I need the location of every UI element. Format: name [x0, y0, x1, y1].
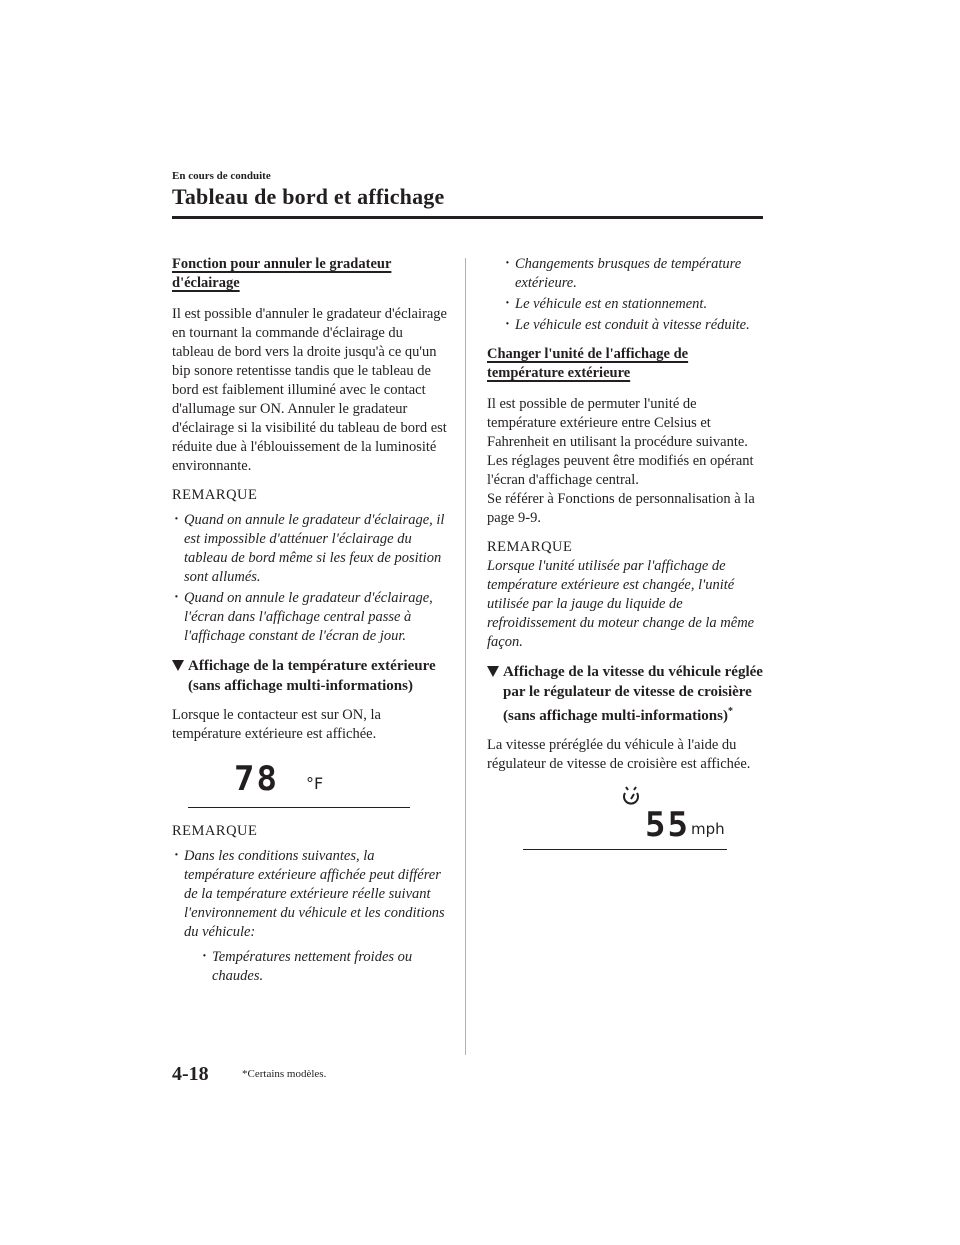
left-column — [172, 255, 448, 996]
note-sub-item: · Le véhicule est conduit à vitesse réduite. — [503, 316, 765, 335]
note-label: REMARQUE — [487, 539, 573, 555]
header-rule — [172, 216, 763, 219]
display-baseline — [188, 807, 410, 808]
note-label: REMARQUE — [172, 487, 258, 503]
note-item: · Quand on annule le gradateur d'éclairage, il est impossible d'atténuer l'éclairage du tableau de bord même si les feux de position sont allumés. — [172, 511, 448, 587]
right-column — [487, 255, 765, 864]
note-sub-list — [200, 948, 448, 986]
note-sub-item: · Changements brusques de température extérieure. — [503, 255, 765, 293]
temp-unit-heading: Changer l'unité de l'affichage de température extérieure — [487, 346, 689, 381]
note-text: Lorsque l'unité utilisée par l'affichage de température extérieure est changée, l'unité utilisée par la jauge du liquide de refroidissement du moteur change de la même façon. — [487, 558, 755, 650]
temp-unit-paragraph: Les réglages peuvent être modifiés en opérant l'écran d'affichage central. — [487, 453, 754, 488]
cruise-speed-heading: Affichage de la vitesse du véhicule réglée par le régulateur de vitesse de croisière (sans affichage multi-informations)* — [487, 662, 765, 726]
temp-unit-paragraph: Il est possible de permuter l'unité de température extérieure entre Celsius et Fahrenheit en utilisant la procédure suivante. — [487, 396, 748, 450]
note-sub-list — [503, 255, 765, 335]
triangle-marker-icon — [487, 666, 499, 677]
speed-unit: mph — [691, 820, 725, 838]
temperature-unit: °F — [306, 774, 324, 793]
note-item: · Quand on annule le gradateur d'éclairage, l'écran dans l'affichage central passe à l'affichage constant de l'écran de jour. — [172, 589, 448, 646]
chapter-title: Tableau de bord et affichage — [172, 184, 445, 209]
speed-value: 55 — [645, 805, 690, 845]
note-sub-item: · Températures nettement froides ou chaudes. — [200, 948, 448, 986]
footnote: *Certains modèles. — [242, 1068, 327, 1080]
note-label: REMARQUE — [172, 823, 258, 839]
section-label: En cours de conduite — [172, 170, 271, 182]
triangle-marker-icon — [172, 660, 184, 671]
temperature-value: 78 — [234, 759, 279, 799]
note-list — [172, 847, 448, 986]
dimmer-cancel-paragraph: Il est possible d'annuler le gradateur d'éclairage en tournant la commande d'éclairage du tableau de bord vers la droite jusqu'à ce qu'un bip sonore retentisse tandis que le tableau de bord est faiblement illuminé avec le contact d'allumage sur ON. Annuler le gradateur d'éclairage si la visibilité du tableau de bord est réduite due à l'éblouissement de la luminosité environnante. — [172, 306, 447, 474]
speed-display — [487, 784, 765, 850]
temp-unit-paragraph: Se référer à Fonctions de personnalisation à la page 9-9. — [487, 491, 755, 526]
outside-temp-paragraph: Lorsque le contacteur est sur ON, la température extérieure est affichée. — [172, 707, 381, 742]
temperature-display — [172, 754, 448, 808]
dimmer-cancel-heading: Fonction pour annuler le gradateur d'éclairage — [172, 256, 392, 291]
note-item: · Dans les conditions suivantes, la température extérieure affichée peut différer de la température extérieure réelle suivant l'environnement du véhicule et les conditions du véhicule: · Températures nettement froides ou chaudes. — [172, 847, 448, 986]
column-divider — [465, 258, 466, 1055]
page-number: 4-18 — [172, 1063, 209, 1085]
outside-temp-heading: Affichage de la température extérieure (sans affichage multi-informations) — [172, 656, 448, 696]
display-baseline — [523, 849, 727, 850]
note-sub-item: · Le véhicule est en stationnement. — [503, 295, 765, 314]
note-list — [172, 511, 448, 646]
cruise-speed-paragraph: La vitesse préréglée du véhicule à l'aide du régulateur de vitesse de croisière est affichée. — [487, 737, 751, 772]
speedometer-icon — [621, 784, 641, 806]
